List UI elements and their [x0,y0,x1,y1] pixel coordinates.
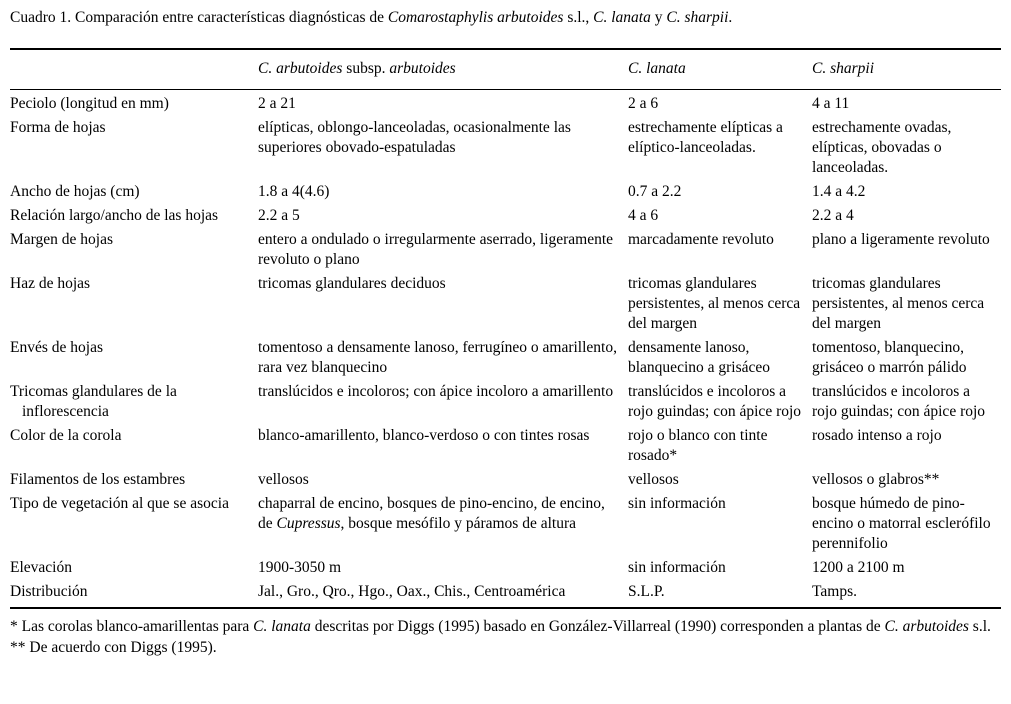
table-cell: 1.8 a 4(4.6) [258,183,330,200]
header-row [10,49,1001,90]
column-header-blank [10,49,258,90]
table-cell: translúcidos e incoloros; con ápice incoloro a amarillento [258,383,614,400]
table-row [10,424,1001,468]
table-cell: 0.7 a 2.2 [628,183,682,200]
row-label: Ancho de hojas (cm) [10,183,140,200]
table-row [10,336,1001,380]
table-cell: tomentoso, blanquecino, grisáceo o marrón pálido [812,339,967,376]
table-cell: chaparral de encino, bosques de pino-encino, de encino, de Cupressus, bosque mesófilo y páramos de altura [258,495,605,532]
row-label: Margen de hojas [10,231,114,248]
column-header-arbutoides: C. arbutoides subsp. arbutoides [258,49,628,90]
table-cell: elípticas, oblongo-lanceoladas, ocasionalmente las superiores obovado-espatuladas [258,119,571,156]
row-label: Filamentos de los estambres [10,471,186,488]
row-label: Haz de hojas [10,275,91,292]
row-label: Forma de hojas [10,119,106,136]
table-cell: tricomas glandulares persistentes, al menos cerca del margen [812,275,985,332]
table-cell: vellosos [628,471,679,488]
table-cell: 4 a 6 [628,207,659,224]
row-label: Envés de hojas [10,339,103,356]
table-header [10,49,1001,90]
row-label: Elevación [10,559,72,576]
table-cell: translúcidos e incoloros a rojo guindas; con ápice rojo [628,383,802,420]
table-row [10,90,1001,117]
table-cell: tomentoso a densamente lanoso, ferrugíneo o amarillento, rara vez blanquecino [258,339,617,376]
row-label: Tricomas glandulares de la inflorescencia [10,383,177,420]
table-cell: 1.4 a 4.2 [812,183,866,200]
table-row [10,228,1001,272]
table-cell: tricomas glandulares persistentes, al menos cerca del margen [628,275,801,332]
footnote-2: ** De acuerdo con Diggs (1995). [10,639,217,656]
table-body [10,90,1001,609]
row-label: Tipo de vegetación al que se asocia [10,495,229,512]
table-row [10,492,1001,556]
table-row [10,272,1001,336]
table-cell: vellosos [258,471,309,488]
table-cell: densamente lanoso, blanquecino a grisáceo [628,339,771,376]
table-cell: tricomas glandulares deciduos [258,275,446,292]
column-header-sharpii: C. sharpii [812,49,1001,90]
table-row [10,556,1001,580]
table-cell: plano a ligeramente revoluto [812,231,990,248]
table-cell: 4 a 11 [812,95,850,112]
table-row [10,204,1001,228]
table-cell: Jal., Gro., Qro., Hgo., Oax., Chis., Centroamérica [258,580,628,608]
table-cell: 2.2 a 4 [812,207,854,224]
table-cell: 2.2 a 5 [258,207,300,224]
table-cell: 2 a 21 [258,95,296,112]
table-row [10,116,1001,180]
table-row [10,580,1001,608]
footnotes [10,616,1001,658]
row-label: Distribución [10,580,258,608]
table-cell: 1900-3050 m [258,559,342,576]
table-cell: estrechamente elípticas a elíptico-lanceoladas. [628,119,783,156]
table-cell: Tamps. [812,580,1001,608]
comparison-table [10,48,1001,609]
table-cell: blanco-amarillento, blanco-verdoso o con tintes rosas [258,427,590,444]
table-cell: marcadamente revoluto [628,231,774,248]
table-caption: Cuadro 1. Comparación entre características diagnósticas de Comarostaphylis arbutoides s.l., C. lanata y C. sharpii. [10,9,733,26]
table-cell: rojo o blanco con tinte rosado* [628,427,768,464]
table-row [10,380,1001,424]
table-cell: 2 a 6 [628,95,659,112]
row-label: Relación largo/ancho de las hojas [10,207,219,224]
table-cell: sin información [628,559,726,576]
table-row [10,468,1001,492]
table-row [10,180,1001,204]
table-cell: vellosos o glabros** [812,471,940,488]
table-cell: S.L.P. [628,580,812,608]
column-header-lanata: C. lanata [628,49,812,90]
table-cell: translúcidos e incoloros a rojo guindas; con ápice rojo [812,383,986,420]
row-label: Color de la corola [10,427,122,444]
table-cell: entero a ondulado o irregularmente aserrado, ligeramente revoluto o plano [258,231,614,268]
footnote-1: * Las corolas blanco-amarillentas para C. lanata descritas por Diggs (1995) basado en González-Villarreal (1990) corresponden a plantas de C. arbutoides s.l. [10,618,991,635]
table-cell: 1200 a 2100 m [812,559,905,576]
table-cell: bosque húmedo de pino-encino o matorral esclerófilo perennifolio [812,495,991,552]
table-cell: sin información [628,495,726,512]
table-cell: estrechamente ovadas, elípticas, obovadas o lanceoladas. [812,119,952,176]
table-cell: rosado intenso a rojo [812,427,942,444]
row-label: Peciolo (longitud en mm) [10,95,169,112]
